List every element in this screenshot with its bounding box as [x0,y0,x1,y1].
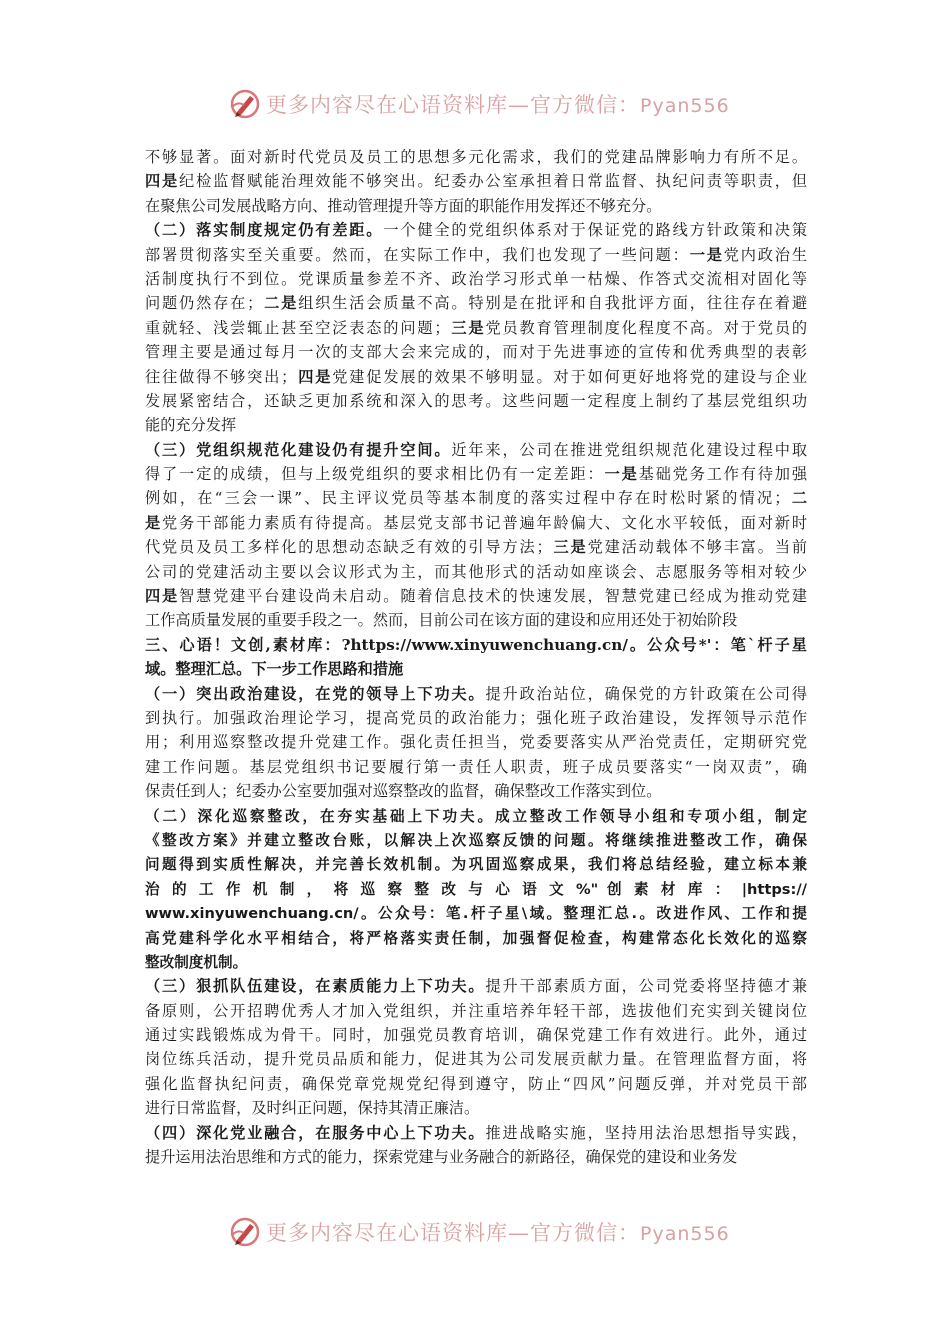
header-banner-text: 更多内容尽在心语资料库—官方微信：Pyan556 [266,93,730,117]
text-run: 强化监督执纪问责，确保党章党规党纪得到遵守，防止“四风”问题反弹，并对党员干部 [145,1074,807,1093]
text-run: 基础党务工作有待加强 [638,465,807,484]
footer-banner [0,1212,950,1252]
text-line [145,218,807,242]
footer-banner-text: 更多内容尽在心语资料库—官方微信：Pyan556 [266,1221,730,1245]
bold-text-run: 二是 [262,294,299,313]
text-run: 党建活动载体不够丰富。当前 [587,538,807,557]
text-run: 活制度执行不到位。党课质量参差不齐、政治学习形式单一枯燥、作答式交流相对固化等 [145,269,807,288]
text-run: 重就轻、浅尝辄止甚至空泛表态的问题； [145,318,450,337]
text-line [145,194,807,218]
text-run: 岗位练兵活动，提升党员品质和能力，促进其为公司发展贡献力量。在管理监督方面，将 [145,1050,807,1069]
text-line [145,657,807,681]
text-line [145,608,807,632]
text-run: 到执行。加强政治理论学习，提高党员的政治能力；强化班子政治建设，发挥领导示范作 [145,708,807,727]
text-line [145,486,807,510]
bold-text-run: （三）狠抓队伍建设，在素质能力上下功夫。 [145,977,486,996]
text-run: 工作高质量发展的重要手段之一。然而，目前公司在该方面的建设和应用还处于初始阶段 [145,611,738,630]
text-run: www.xinyuwenchuang.cn/。公众号：笔.杆子星\域。整理汇总.。改进作风、工作和提 [145,905,807,923]
bold-text-run: 三是 [449,318,486,337]
text-line [145,755,807,779]
text-run: 《整改方案》并建立整改台账，以解决上次巡察反馈的问题。将继续推进整改工作，确保 [145,831,807,849]
text-line [145,828,807,852]
bold-text-run: （三）党组织规范化建设仍有提升空间。 [145,440,452,459]
text-run: 问题仍然存在； [145,294,263,313]
text-run: 代党员及员工多样化的思想动态缺乏有效的引导方法； [145,538,552,557]
text-run: 用；利用巡察整改提升党建工作。强化责任担当，党委要落实从严治党责任，定期研究党 [145,733,807,752]
text-run: 在聚焦公司发展战略方向、推动管理提升等方面的职能作用发挥还不够充分。 [145,196,662,215]
footer-wechat-id: Pyan556 [640,1223,730,1245]
text-line [145,999,807,1023]
text-line [145,438,807,462]
bold-text-run: （一）突出政治建设，在党的领导上下功夫。 [145,684,486,703]
text-line [145,779,807,803]
text-run: 进行日常监督，及时纠正问题，保持其清正廉洁。 [145,1099,480,1118]
pen-logo-icon [228,87,262,121]
text-line [145,1023,807,1047]
text-run: 管理主要是通过每月一次的支部大会来完成的，而对于先进事迹的宣传和优秀典型的表彰 [145,343,807,362]
text-run: 不够显著。面对新时代党员及员工的思想多元化需求，我们的党建品牌影响力有所不足。 [145,148,807,166]
bold-text-run: 四是 [145,587,180,606]
text-run: 往往做得不够突出； [145,367,297,386]
text-run: 通过实践锻炼成为骨干。同时，加强党员教育培训，确保党建工作有效进行。此外，通过 [145,1026,807,1045]
text-line [145,267,807,291]
text-line [145,901,807,925]
header-wechat-id: Pyan556 [640,95,730,117]
bold-text-run: 四是 [145,172,180,191]
text-line [145,1145,807,1169]
text-line [145,584,807,608]
text-line [145,169,807,193]
text-run: 部署贯彻落实至关重要。然而，在实际工作中，我们也发现了一些问题： [145,245,690,264]
text-line [145,365,807,389]
text-line [145,1096,807,1120]
text-line [145,560,807,584]
bold-text-run: （二）落实制度规定仍有差距。 [145,221,384,240]
text-line [145,633,807,657]
text-run: 智慧党建平台建设尚未启动。随着信息技术的快速发展，智慧党建已经成为推动党建 [179,587,807,606]
text-line [145,389,807,413]
text-line [145,852,807,876]
bold-text-run: 二 [789,489,807,508]
text-run: 党员教育管理制度化程度不高。对于党员的 [485,318,807,337]
text-line [145,145,807,169]
text-line [145,1072,807,1096]
text-run: 例如，在“三会一课”、民主评议党员等基本制度的落实过程中存在时松时紧的情况； [145,489,790,508]
text-run: 提升运用法治思维和方式的能力，探索党建与业务融合的新路径，确保党的建设和业务发 [145,1148,738,1167]
text-run: 一个健全的党组织体系对于保证党的路线方针政策和决策 [383,221,807,240]
text-run: 问题得到实质性解决，并完善长效机制。为巩固巡察成果，我们将总结经验，建立标本兼 [145,856,807,874]
bold-text-run: 三是 [551,538,588,557]
text-line [145,950,807,974]
bold-text-run: 一是 [689,245,724,264]
text-run: 组织生活会质量不高。特别是在批评和自我批评方面，往往存在着避 [298,294,807,313]
text-line [145,291,807,315]
text-run: 提升干部素质方面，公司党委将坚持德才兼 [485,977,807,996]
text-run: 得了一定的成绩，但与上级党组织的要求相比仍有一定差距： [145,465,605,484]
text-line [145,511,807,535]
pen-logo-icon [228,1215,262,1249]
bold-text-run: （四）深化党业融合，在服务中心上下功夫。 [145,1123,486,1142]
text-line [145,926,807,950]
bold-text-run: 是 [145,513,163,532]
text-line [145,1047,807,1071]
text-line [145,462,807,486]
bold-text-run: 一是 [604,465,639,484]
text-line [145,974,807,998]
document-body [145,145,807,1169]
text-line [145,730,807,754]
text-run: 党建促发展的效果不够明显。对于如何更好地将党的建设与企业 [332,367,807,386]
bold-text-run: 四是 [296,367,333,386]
text-line [145,535,807,559]
text-line [145,877,807,901]
text-run: 高党建科学化水平相结合，将严格落实责任制，加强督促检查，构建常态化长效化的巡察 [145,929,807,947]
text-run: 备原则，公开招聘优秀人才加入党组织，并注重培养年轻干部，选拔他们充实到关键岗位 [145,1001,807,1020]
text-line [145,316,807,340]
text-run: 提升政治站位，确保党的方针政策在公司得 [485,684,807,703]
text-line [145,413,807,437]
text-line [145,706,807,730]
text-run: 党内政治生 [723,245,807,264]
bold-text-run: 域。整理汇总。下一步工作思路和措施 [145,660,404,679]
text-run: 治 的 工 作 机 制 ， 将 巡 察 整 改 与 心 语 文 %" 创 素 材 库 ： |https:// [145,880,807,898]
text-run: 推进战略实施，坚持用法治思想指导实践， [485,1123,807,1142]
text-run: 能的充分发挥 [145,416,237,435]
text-run: 整改制度机制。 [145,953,248,971]
bold-text-run: 三、心语！文创,素材库：?https://www.xinyuwenchuang.cn/。公众号*'：笔`杆子星 [145,635,807,654]
header-banner [0,84,950,124]
text-line [145,682,807,706]
text-run: （二）深化巡察整改，在夯实基础上下功夫。成立整改工作领导小组和专项小组，制定 [145,807,807,825]
text-line [145,340,807,364]
text-run: 公司的党建活动主要以会议形式为主，而其他形式的活动如座谈会、志愿服务等相对较少 [145,562,807,581]
text-line [145,1121,807,1145]
text-run: 保责任到人；纪委办公室要加强对巡察整改的监督，确保整改工作落实到位。 [145,782,662,801]
text-run: 建工作问题。基层党组织书记要履行第一责任人职责，班子成员要落实“一岗双责”，确 [145,757,807,776]
text-run: 发展紧密结合，还缺乏更加系统和深入的思考。这些问题一定程度上制约了基层党组织功 [145,391,807,410]
text-line [145,243,807,267]
text-run: 党务干部能力素质有待提高。基层党支部书记普遍年龄偏大、文化水平较低，面对新时 [162,513,807,532]
text-run: 纪检监督赋能治理效能不够突出。纪委办公室承担着日常监督、执纪问责等职责，但 [179,172,807,191]
text-line [145,804,807,828]
text-run: 近年来，公司在推进党组织规范化建设过程中取 [451,440,807,459]
